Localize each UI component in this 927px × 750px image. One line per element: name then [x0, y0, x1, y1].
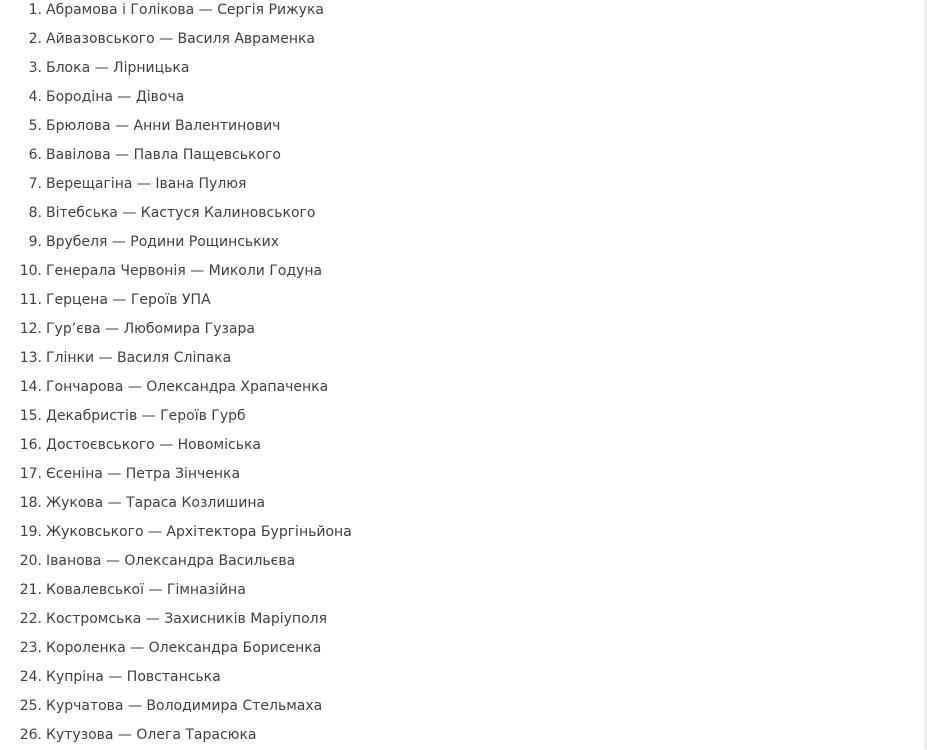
- item-number: 17.: [19, 466, 42, 482]
- list-item: [0, 634, 352, 663]
- item-number: 16.: [19, 437, 42, 453]
- item-number: 7.: [28, 176, 42, 192]
- list-item: [0, 431, 352, 460]
- item-text: Іванова — Олександра Васильєва: [46, 553, 296, 569]
- list-item: [0, 170, 352, 199]
- item-number: 21.: [19, 582, 42, 598]
- list-item: [0, 112, 352, 141]
- item-number: 10.: [19, 263, 42, 279]
- list-item: [0, 721, 352, 750]
- item-text: Достоєвського — Новоміська: [46, 437, 261, 453]
- item-text: Бородіна — Дівоча: [46, 89, 185, 105]
- item-number: 8.: [28, 205, 42, 221]
- list-item: [0, 141, 352, 170]
- list-item: [0, 402, 352, 431]
- item-text: Гончарова — Олександра Храпаченка: [46, 379, 329, 395]
- list-item: [0, 576, 352, 605]
- list-item: [0, 54, 352, 83]
- list-item: [0, 547, 352, 576]
- list-item: [0, 83, 352, 112]
- item-text: Короленка — Олександра Борисенка: [46, 640, 322, 656]
- item-number: 18.: [19, 495, 42, 511]
- list-item: [0, 663, 352, 692]
- list-item: [0, 344, 352, 373]
- list-item: [0, 199, 352, 228]
- item-number: 14.: [19, 379, 42, 395]
- list-item: [0, 460, 352, 489]
- item-text: Айвазовського — Василя Авраменка: [46, 31, 316, 47]
- item-number: 2.: [28, 31, 42, 47]
- list-item: [0, 228, 352, 257]
- item-number: 11.: [19, 292, 42, 308]
- item-number: 23.: [19, 640, 42, 656]
- item-number: 6.: [28, 147, 42, 163]
- list-item: [0, 518, 352, 547]
- list-item: [0, 0, 352, 25]
- item-text: Брюлова — Анни Валентинович: [46, 118, 281, 134]
- item-text: Вітебська — Кастуся Калиновського: [46, 205, 316, 221]
- item-text: Блока — Лірницька: [46, 60, 190, 76]
- item-text: Курчатова — Володимира Стельмаха: [46, 698, 323, 714]
- item-number: 15.: [19, 408, 42, 424]
- list-item: [0, 373, 352, 402]
- list-item: [0, 315, 352, 344]
- item-number: 22.: [19, 611, 42, 627]
- item-number: 24.: [19, 669, 42, 685]
- list-item: [0, 286, 352, 315]
- item-number: 13.: [19, 350, 42, 366]
- item-text: Генерала Червонія — Миколи Годуна: [46, 263, 323, 279]
- list-item: [0, 489, 352, 518]
- item-text: Жуковського — Архітектора Бургіньйона: [46, 524, 352, 540]
- item-number: 4.: [28, 89, 42, 105]
- item-text: Вавілова — Павла Пащевського: [46, 147, 281, 163]
- item-text: Абрамова і Голікова — Сергія Рижука: [46, 2, 324, 18]
- item-number: 19.: [19, 524, 42, 540]
- item-text: Верещагіна — Івана Пулюя: [46, 176, 247, 192]
- item-text: Жукова — Тараса Козлишина: [46, 495, 266, 511]
- item-text: Кутузова — Олега Тарасюка: [46, 727, 257, 743]
- list-item: [0, 692, 352, 721]
- list-item: [0, 605, 352, 634]
- item-text: Костромська — Захисників Маріуполя: [46, 611, 327, 627]
- list-item: [0, 257, 352, 286]
- item-number: 9.: [28, 234, 42, 250]
- item-number: 5.: [28, 118, 42, 134]
- item-number: 3.: [28, 60, 42, 76]
- item-number: 26.: [19, 727, 42, 743]
- item-number: 25.: [19, 698, 42, 714]
- item-text: Декабристів — Героїв Гурб: [46, 408, 246, 424]
- item-text: Гур’єва — Любомира Гузара: [46, 321, 255, 337]
- item-number: 1.: [28, 2, 42, 18]
- item-text: Глінки — Василя Сліпака: [46, 350, 232, 366]
- item-number: 20.: [19, 553, 42, 569]
- list-item: [0, 25, 352, 54]
- renamed-streets-list: [0, 0, 352, 750]
- item-text: Купріна — Повстанська: [46, 669, 221, 685]
- item-text: Врубеля — Родини Рощинських: [46, 234, 280, 250]
- item-number: 12.: [19, 321, 42, 337]
- item-text: Єсеніна — Петра Зінченка: [46, 466, 241, 482]
- item-text: Герцена — Героїв УПА: [46, 292, 211, 308]
- item-text: Ковалевської — Гімназійна: [46, 582, 246, 598]
